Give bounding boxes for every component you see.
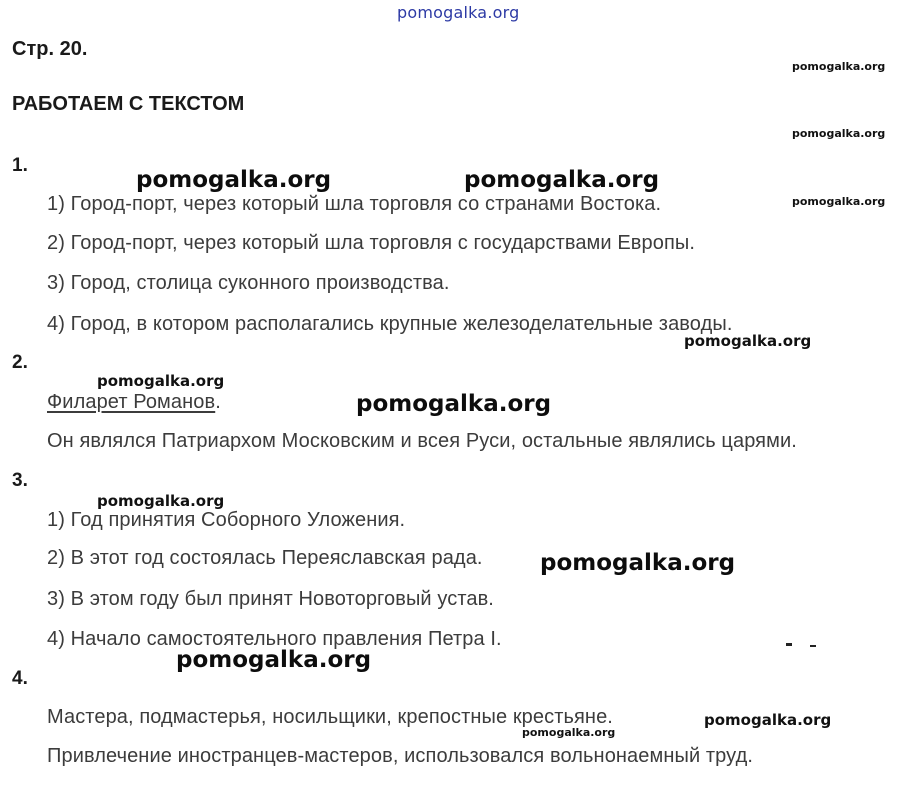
answer-name: Филарет Романов bbox=[47, 391, 216, 413]
watermark: pomogalka.org bbox=[704, 711, 832, 729]
watermark: pomogalka.org bbox=[136, 167, 332, 193]
watermark-top: pomogalka.org bbox=[397, 3, 520, 22]
watermark: pomogalka.org bbox=[792, 127, 886, 140]
task-number-3: 3. bbox=[12, 470, 28, 491]
task-number-4: 4. bbox=[12, 668, 28, 689]
watermark: pomogalka.org bbox=[540, 550, 736, 576]
watermark: pomogalka.org bbox=[522, 726, 616, 739]
answer-punct: . bbox=[215, 391, 221, 413]
task-number-1: 1. bbox=[12, 155, 28, 176]
task-number-2: 2. bbox=[12, 352, 28, 373]
watermark: pomogalka.org bbox=[97, 372, 225, 390]
page-header: Стр. 20. bbox=[12, 38, 88, 60]
task-3-line-3: 3) В этом году был принят Новоторговый устав. bbox=[47, 588, 494, 610]
watermark: pomogalka.org bbox=[792, 195, 886, 208]
watermark: pomogalka.org bbox=[356, 391, 552, 417]
watermark: pomogalka.org bbox=[176, 647, 372, 673]
task-3-line-1: 1) Год принятия Соборного Уложения. bbox=[47, 509, 406, 531]
watermark: pomogalka.org bbox=[792, 60, 886, 73]
task-2-line-1: Он являлся Патриархом Московским и всея Руси, остальные являлись царями. bbox=[47, 430, 797, 452]
watermark: pomogalka.org bbox=[684, 332, 812, 350]
task-1-line-2: 2) Город-порт, через который шла торговля с государствами Европы. bbox=[47, 232, 696, 254]
task-1-line-4: 4) Город, в котором располагались крупные железоделательные заводы. bbox=[47, 313, 733, 335]
task-1-line-3: 3) Город, столица суконного производства. bbox=[47, 272, 450, 294]
section-title: РАБОТАЕМ С ТЕКСТОМ bbox=[12, 93, 245, 115]
watermark: pomogalka.org bbox=[464, 167, 660, 193]
stray-mark bbox=[786, 643, 792, 646]
task-2-answer bbox=[47, 391, 221, 414]
stray-mark bbox=[810, 645, 816, 647]
task-4-line-1: Мастера, подмастерья, носильщики, крепостные крестьяне. bbox=[47, 706, 613, 728]
watermark: pomogalka.org bbox=[97, 492, 225, 510]
task-4-line-2: Привлечение иностранцев-мастеров, использовался вольнонаемный труд. bbox=[47, 745, 754, 767]
task-3-line-2: 2) В этот год состоялась Переяславская рада. bbox=[47, 547, 483, 569]
task-1-line-1: 1) Город-порт, через который шла торговля со странами Востока. bbox=[47, 193, 662, 215]
task-3-line-4: 4) Начало самостоятельного правления Петра I. bbox=[47, 628, 502, 650]
